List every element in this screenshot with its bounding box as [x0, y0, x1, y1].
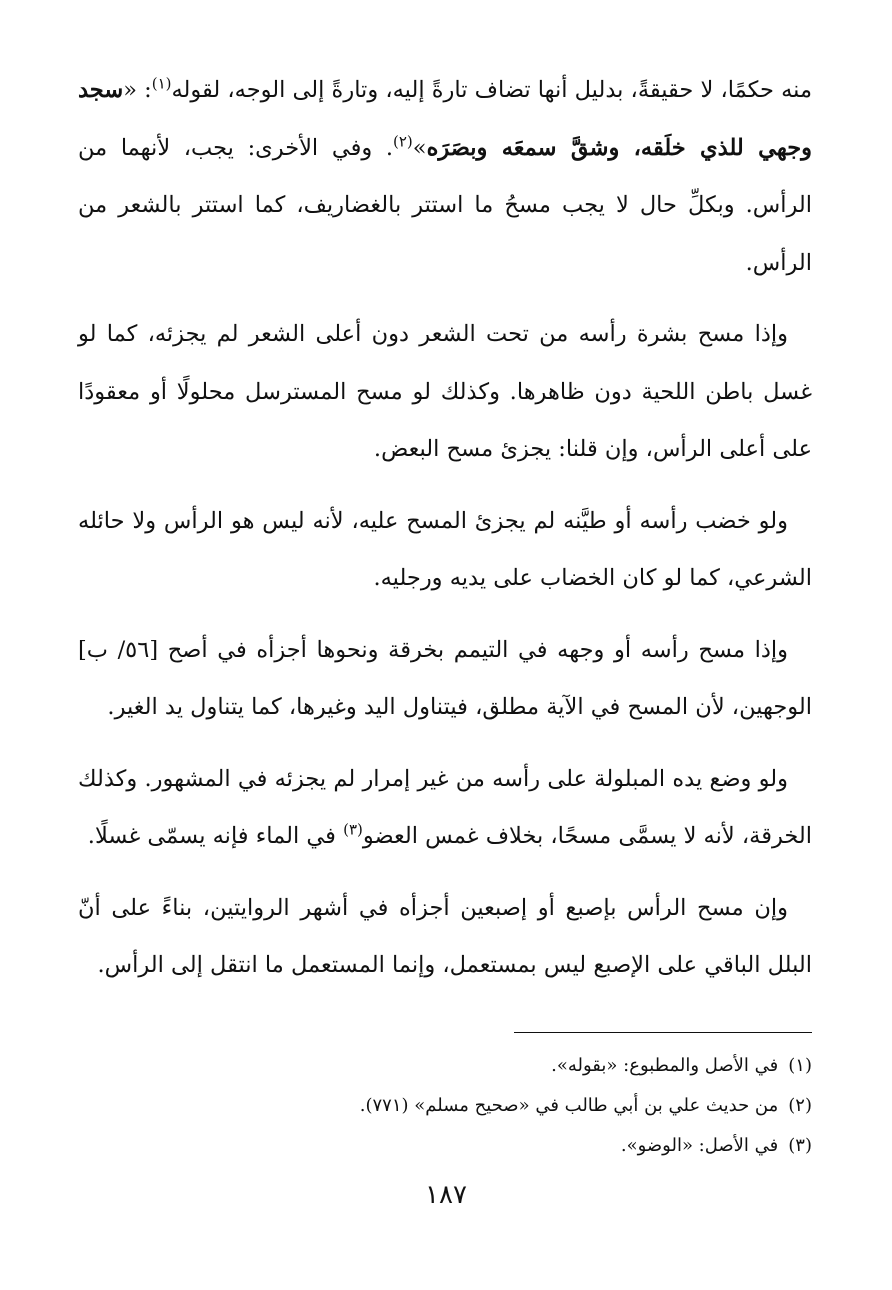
- footnote-text: من حديث علي بن أبي طالب في «صحيح مسلم» (٧٧١).: [359, 1095, 779, 1116]
- paragraph-3: ولو خضب رأسه أو طيَّنه لم يجزئ المسح عليه، لأنه ليس هو الرأس ولا حائله الشرعي، كما لو كان الخضاب على يديه ورجليه.: [78, 507, 812, 591]
- hadith-quote: سجد وجهي للذي خلَقه، وشقَّ سمعَه وبصَرَه: [78, 77, 812, 161]
- paragraph-2: وإذا مسح بشرة رأسه من تحت الشعر دون أعلى الشعر لم يجزئه، كما لو غسل باطن اللحية دون ظاهرها. وكذلك لو مسح المسترسل محلولًا أو معقودًا على أعلى الرأس، وإن قلنا: يجزئ مسح البعض.: [78, 321, 812, 462]
- paragraph-6: وإن مسح الرأس بإصبع أو إصبعين أجزأه في أشهر الروايتين، بناءً على أنّ البلل الباقي على الإصبع ليس بمستعمل، وإنما المستعمل ما انتقل إلى الرأس.: [78, 894, 812, 978]
- footnote-ref-2[interactable]: (٢): [393, 132, 413, 150]
- paragraph-5: [78, 751, 812, 866]
- paragraph-5-text-b: في الماء فإنه يسمّى غسلًا.: [87, 823, 344, 849]
- footnote-2: [78, 1086, 812, 1126]
- footnote-text: في الأصل والمطبوع: «بقوله».: [551, 1055, 779, 1076]
- paragraph-1-text-b: : «: [123, 77, 152, 103]
- paragraph-1-text-c: »: [412, 134, 427, 161]
- footnote-3: [78, 1126, 812, 1166]
- footnote-separator: [514, 1032, 812, 1033]
- page-number: ١٨٧: [425, 1180, 467, 1210]
- footnote-1: [78, 1046, 812, 1086]
- footnote-number: (٢): [788, 1095, 812, 1116]
- footnote-number: (٣): [788, 1135, 812, 1156]
- footnote-ref-1[interactable]: (١): [151, 74, 172, 93]
- footnotes: [78, 1046, 812, 1166]
- footnote-text: في الأصل: «الوضو».: [620, 1135, 779, 1156]
- paragraph-5-text-a: ولو وضع يده المبلولة على رأسه من غير إمرار لم يجزئه في المشهور. وكذلك الخرقة، لأنه لا يسمَّى مسحًا، بخلاف غمس العضو: [78, 765, 812, 849]
- footnote-ref-3[interactable]: (٣): [343, 820, 363, 839]
- paragraph-1-text-a: منه حكمًا، لا حقيقةً، بدليل أنها تضاف تارةً إليه، وتارةً إلى الوجه، لقوله: [171, 77, 813, 103]
- paragraph-1-text-d: . وفي الأخرى: يجب، لأنهما من الرأس. وبكلِّ حال لا يجب مسحُ ما استتر بالغضاريف، كما استتر بالشعر من الرأس.: [78, 134, 812, 276]
- paragraph-4: وإذا مسح رأسه أو وجهه في التيمم بخرقة ونحوها أجزأه في أصح [٥٦/ ب] الوجهين، لأن المسح في الآية مطلق، فيتناول اليد وغيرها، كما يتناول يد الغير.: [78, 636, 812, 720]
- footnote-number: (١): [788, 1055, 812, 1076]
- paragraph-1: [78, 62, 812, 292]
